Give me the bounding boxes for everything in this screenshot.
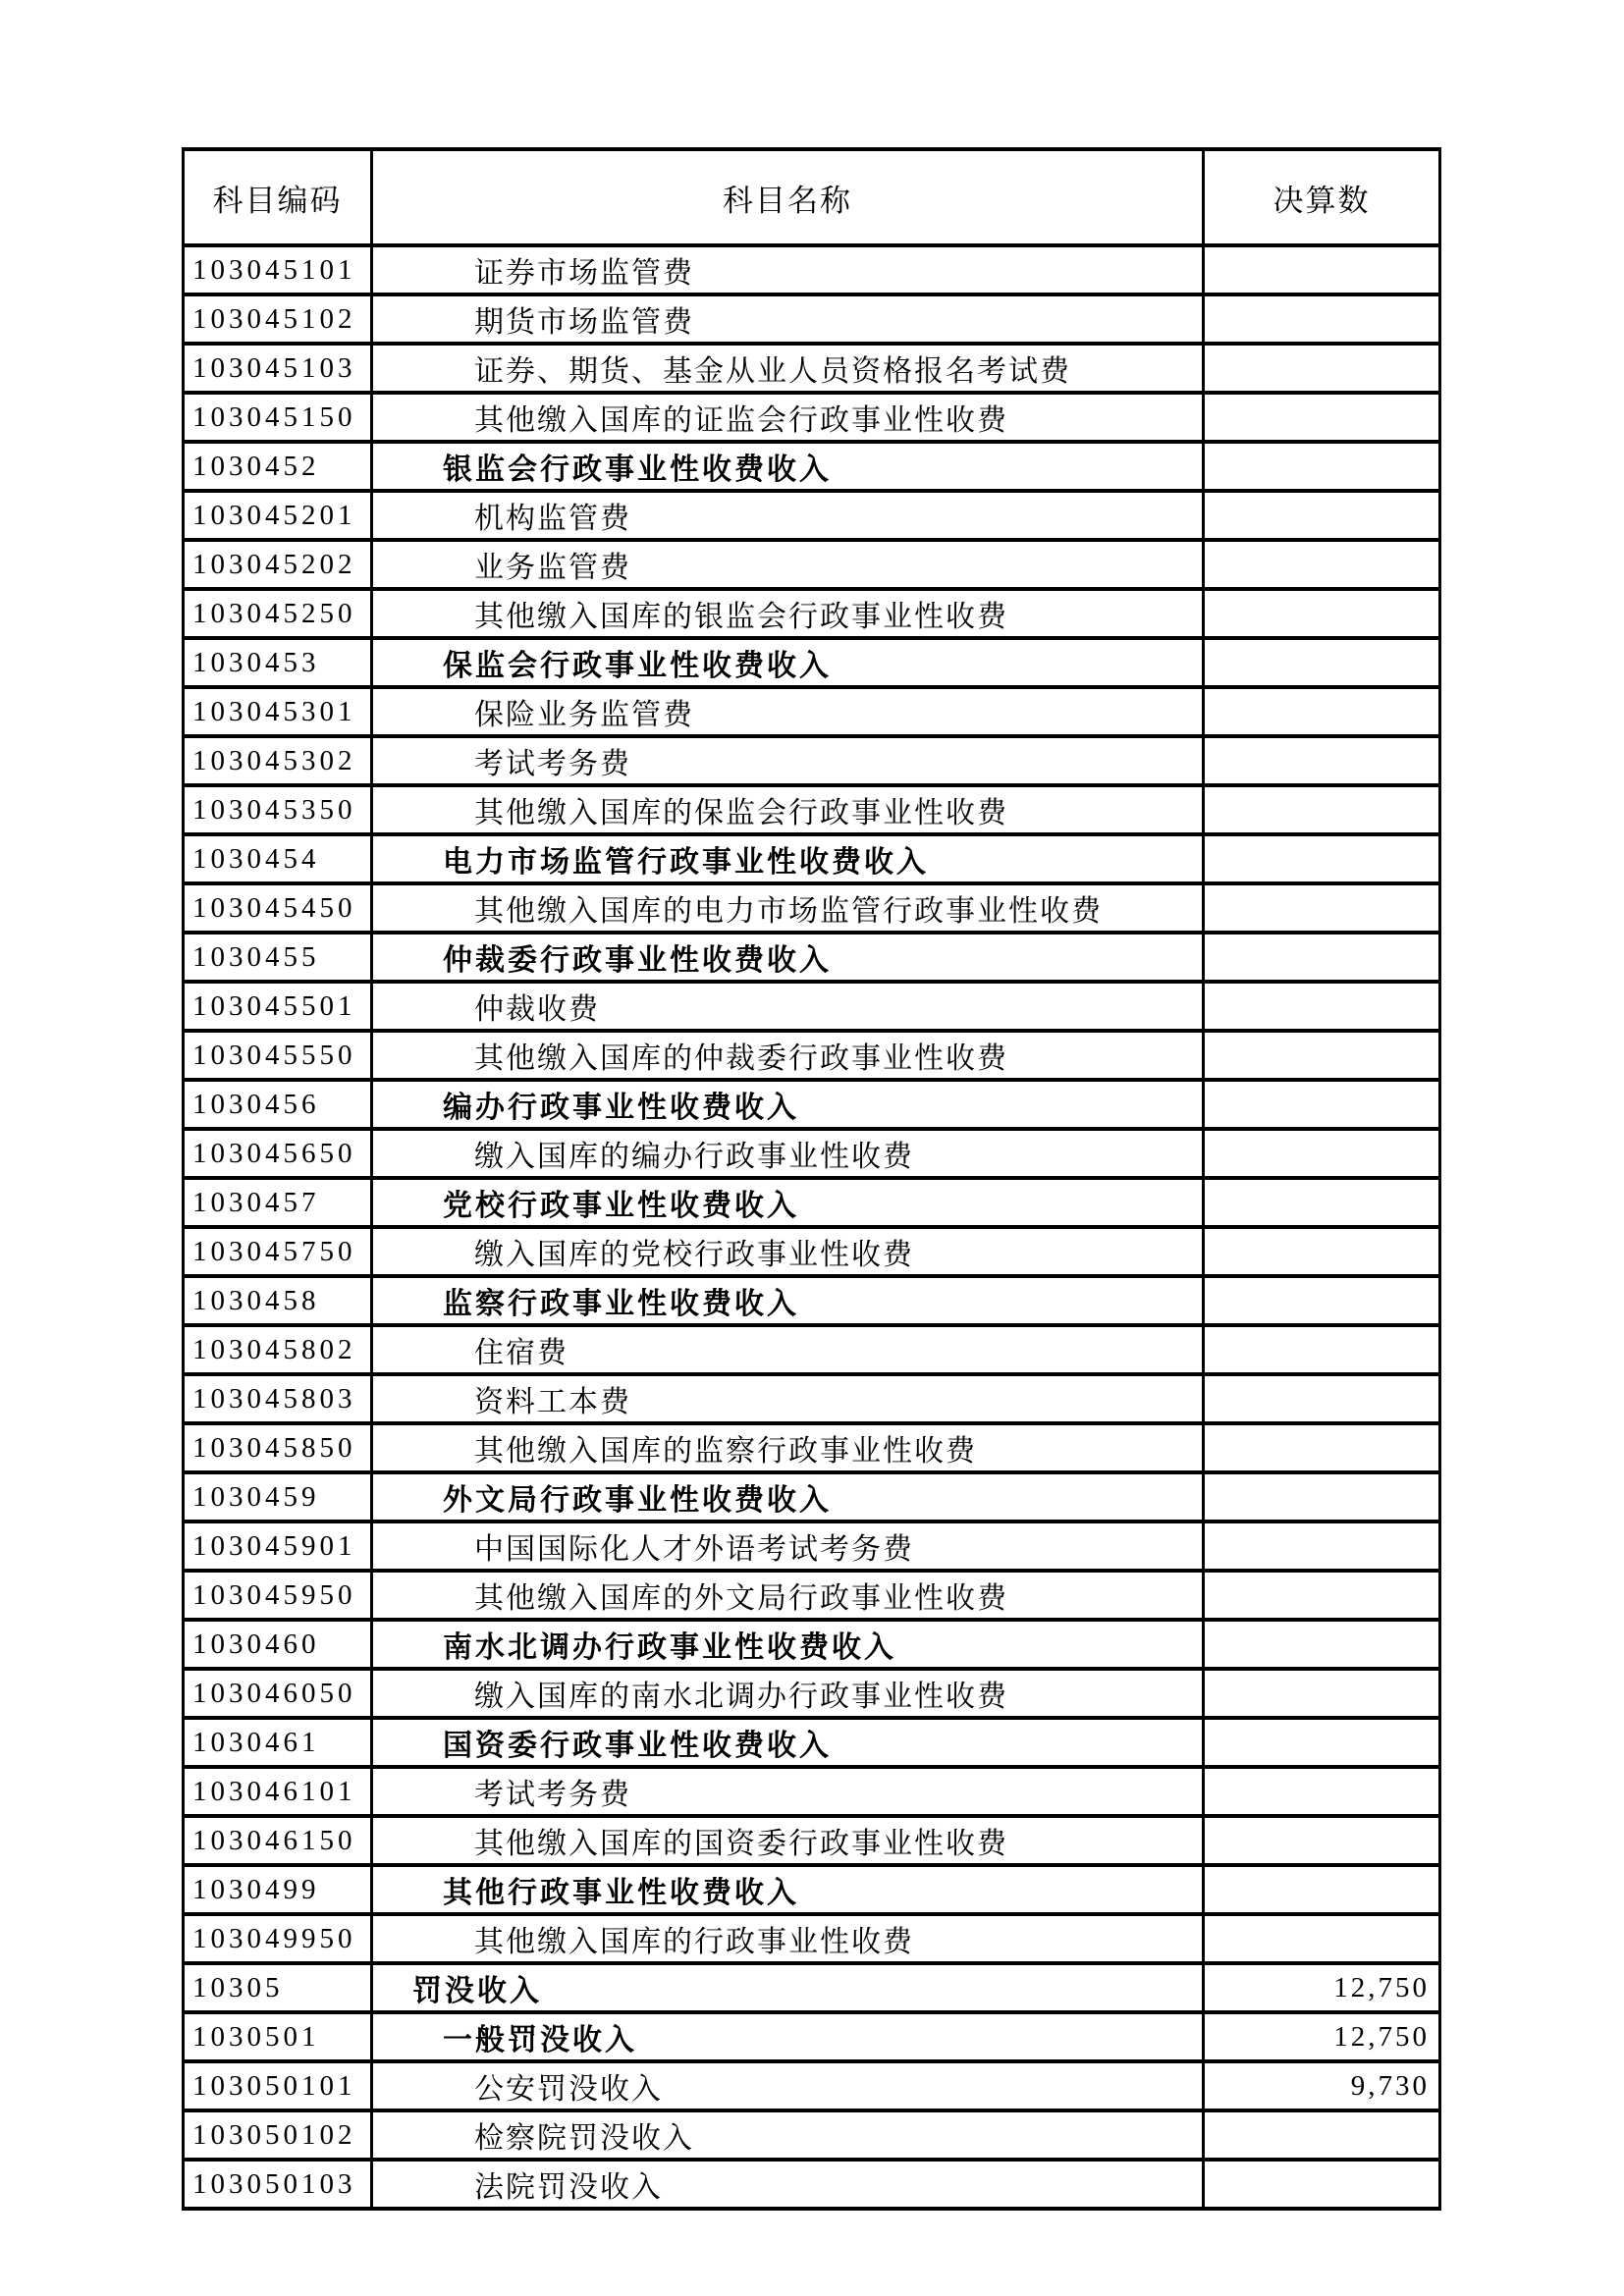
final-amount-cell — [1204, 736, 1440, 785]
subject-code-cell: 103045450 — [184, 883, 372, 933]
subject-code-cell: 103050101 — [184, 2061, 372, 2110]
subject-name-cell: 银监会行政事业性收费收入 — [372, 442, 1204, 491]
final-amount-cell — [1204, 344, 1440, 393]
subject-name-cell: 期货市场监管费 — [372, 294, 1204, 344]
subject-code-cell: 103045201 — [184, 491, 372, 540]
column-header-name: 科目名称 — [372, 149, 1204, 245]
subject-code-cell: 103045301 — [184, 687, 372, 736]
table-row — [184, 785, 1440, 834]
subject-name-cell: 其他缴入国库的保监会行政事业性收费 — [372, 785, 1204, 834]
table-row — [184, 540, 1440, 589]
table-row — [184, 2110, 1440, 2160]
subject-name-cell: 其他缴入国库的监察行政事业性收费 — [372, 1423, 1204, 1472]
table-row — [184, 294, 1440, 344]
final-amount-cell — [1204, 785, 1440, 834]
final-amount-cell — [1204, 1227, 1440, 1276]
table-row — [184, 2012, 1440, 2061]
subject-name-cell: 仲裁收费 — [372, 982, 1204, 1031]
table-row — [184, 1620, 1440, 1669]
table-header — [184, 149, 1440, 245]
final-amount-cell — [1204, 245, 1440, 294]
table-row — [184, 1522, 1440, 1571]
subject-code-cell: 103045501 — [184, 982, 372, 1031]
subject-name-cell: 考试考务费 — [372, 736, 1204, 785]
subject-code-cell: 103045950 — [184, 1571, 372, 1620]
subject-name-cell: 仲裁委行政事业性收费收入 — [372, 933, 1204, 982]
subject-name-cell: 电力市场监管行政事业性收费收入 — [372, 834, 1204, 883]
subject-code-cell: 1030459 — [184, 1472, 372, 1522]
final-amount-cell — [1204, 1571, 1440, 1620]
table-body — [184, 245, 1440, 2209]
final-amount-cell — [1204, 2110, 1440, 2160]
subject-code-cell: 1030460 — [184, 1620, 372, 1669]
subject-name-cell: 检察院罚没收入 — [372, 2110, 1204, 2160]
final-amount-cell — [1204, 1816, 1440, 1865]
final-amount-cell — [1204, 982, 1440, 1031]
subject-code-cell: 103045250 — [184, 589, 372, 638]
table-row — [184, 589, 1440, 638]
final-amount-cell — [1204, 1080, 1440, 1129]
subject-code-cell: 1030453 — [184, 638, 372, 687]
final-amount-cell — [1204, 540, 1440, 589]
subject-name-cell: 考试考务费 — [372, 1767, 1204, 1816]
subject-code-cell: 103045901 — [184, 1522, 372, 1571]
table-row — [184, 1374, 1440, 1423]
final-accounts-table — [182, 147, 1441, 2211]
final-amount-cell — [1204, 1718, 1440, 1767]
final-amount-cell: 12,750 — [1204, 1963, 1440, 2012]
final-amount-cell — [1204, 883, 1440, 933]
final-amount-cell — [1204, 1178, 1440, 1227]
subject-name-cell: 保监会行政事业性收费收入 — [372, 638, 1204, 687]
table-row — [184, 736, 1440, 785]
subject-code-cell: 103045803 — [184, 1374, 372, 1423]
subject-code-cell: 103045202 — [184, 540, 372, 589]
subject-name-cell: 中国国际化人才外语考试考务费 — [372, 1522, 1204, 1571]
table-row — [184, 1129, 1440, 1178]
table-row — [184, 1865, 1440, 1914]
table-row — [184, 1325, 1440, 1374]
subject-code-cell: 1030458 — [184, 1276, 372, 1325]
final-amount-cell — [1204, 1423, 1440, 1472]
table-row — [184, 393, 1440, 442]
table-row — [184, 933, 1440, 982]
table-row — [184, 442, 1440, 491]
final-amount-cell — [1204, 933, 1440, 982]
final-amount-cell — [1204, 1914, 1440, 1963]
final-amount-cell — [1204, 1620, 1440, 1669]
table-row — [184, 2160, 1440, 2209]
subject-name-cell: 证券、期货、基金从业人员资格报名考试费 — [372, 344, 1204, 393]
subject-name-cell: 资料工本费 — [372, 1374, 1204, 1423]
subject-code-cell: 1030461 — [184, 1718, 372, 1767]
table-row — [184, 638, 1440, 687]
subject-code-cell: 103045650 — [184, 1129, 372, 1178]
subject-code-cell: 103045150 — [184, 393, 372, 442]
table-row — [184, 834, 1440, 883]
table-row — [184, 344, 1440, 393]
table-row — [184, 1914, 1440, 1963]
document-page — [182, 147, 1441, 2211]
final-amount-cell — [1204, 2160, 1440, 2209]
subject-name-cell: 缴入国库的南水北调办行政事业性收费 — [372, 1669, 1204, 1718]
subject-name-cell: 其他缴入国库的电力市场监管行政事业性收费 — [372, 883, 1204, 933]
table-row — [184, 1227, 1440, 1276]
subject-name-cell: 外文局行政事业性收费收入 — [372, 1472, 1204, 1522]
subject-code-cell: 103050102 — [184, 2110, 372, 2160]
subject-name-cell: 缴入国库的编办行政事业性收费 — [372, 1129, 1204, 1178]
subject-code-cell: 1030499 — [184, 1865, 372, 1914]
table-row — [184, 1718, 1440, 1767]
final-amount-cell — [1204, 1129, 1440, 1178]
final-amount-cell — [1204, 1472, 1440, 1522]
final-amount-cell — [1204, 491, 1440, 540]
final-amount-cell — [1204, 1325, 1440, 1374]
subject-name-cell: 其他缴入国库的外文局行政事业性收费 — [372, 1571, 1204, 1620]
subject-code-cell: 103045550 — [184, 1031, 372, 1080]
subject-name-cell: 住宿费 — [372, 1325, 1204, 1374]
subject-name-cell: 一般罚没收入 — [372, 2012, 1204, 2061]
table-row — [184, 1963, 1440, 2012]
subject-code-cell: 103045850 — [184, 1423, 372, 1472]
table-row — [184, 491, 1440, 540]
final-amount-cell — [1204, 1276, 1440, 1325]
subject-code-cell: 10305 — [184, 1963, 372, 2012]
column-header-code: 科目编码 — [184, 149, 372, 245]
column-header-value: 决算数 — [1204, 149, 1440, 245]
final-amount-cell: 12,750 — [1204, 2012, 1440, 2061]
table-row — [184, 245, 1440, 294]
final-amount-cell — [1204, 1374, 1440, 1423]
table-row — [184, 883, 1440, 933]
subject-name-cell: 证券市场监管费 — [372, 245, 1204, 294]
subject-code-cell: 103046150 — [184, 1816, 372, 1865]
table-row — [184, 1571, 1440, 1620]
subject-code-cell: 103046050 — [184, 1669, 372, 1718]
subject-name-cell: 党校行政事业性收费收入 — [372, 1178, 1204, 1227]
table-row — [184, 1276, 1440, 1325]
subject-code-cell: 103045350 — [184, 785, 372, 834]
final-amount-cell — [1204, 1522, 1440, 1571]
subject-name-cell: 其他缴入国库的银监会行政事业性收费 — [372, 589, 1204, 638]
subject-code-cell: 103046101 — [184, 1767, 372, 1816]
subject-code-cell: 1030452 — [184, 442, 372, 491]
final-amount-cell — [1204, 1031, 1440, 1080]
subject-name-cell: 其他缴入国库的行政事业性收费 — [372, 1914, 1204, 1963]
subject-name-cell: 缴入国库的党校行政事业性收费 — [372, 1227, 1204, 1276]
table-row — [184, 1472, 1440, 1522]
subject-name-cell: 南水北调办行政事业性收费收入 — [372, 1620, 1204, 1669]
subject-name-cell: 其他缴入国库的国资委行政事业性收费 — [372, 1816, 1204, 1865]
subject-name-cell: 法院罚没收入 — [372, 2160, 1204, 2209]
subject-code-cell: 1030457 — [184, 1178, 372, 1227]
subject-code-cell: 1030501 — [184, 2012, 372, 2061]
final-amount-cell — [1204, 1669, 1440, 1718]
subject-code-cell: 103045802 — [184, 1325, 372, 1374]
subject-code-cell: 103050103 — [184, 2160, 372, 2209]
final-amount-cell — [1204, 687, 1440, 736]
table-row — [184, 1669, 1440, 1718]
subject-name-cell: 监察行政事业性收费收入 — [372, 1276, 1204, 1325]
subject-name-cell: 罚没收入 — [372, 1963, 1204, 2012]
header-row — [184, 149, 1440, 245]
subject-name-cell: 其他缴入国库的证监会行政事业性收费 — [372, 393, 1204, 442]
final-amount-cell — [1204, 1865, 1440, 1914]
table-row — [184, 687, 1440, 736]
table-row — [184, 2061, 1440, 2110]
subject-code-cell: 103045102 — [184, 294, 372, 344]
table-row — [184, 1816, 1440, 1865]
subject-name-cell: 其他行政事业性收费收入 — [372, 1865, 1204, 1914]
subject-name-cell: 公安罚没收入 — [372, 2061, 1204, 2110]
final-amount-cell — [1204, 393, 1440, 442]
subject-code-cell: 103045750 — [184, 1227, 372, 1276]
final-amount-cell — [1204, 589, 1440, 638]
table-row — [184, 1031, 1440, 1080]
table-row — [184, 1080, 1440, 1129]
subject-code-cell: 103049950 — [184, 1914, 372, 1963]
final-amount-cell — [1204, 442, 1440, 491]
subject-name-cell: 编办行政事业性收费收入 — [372, 1080, 1204, 1129]
subject-name-cell: 其他缴入国库的仲裁委行政事业性收费 — [372, 1031, 1204, 1080]
subject-code-cell: 1030455 — [184, 933, 372, 982]
final-amount-cell: 9,730 — [1204, 2061, 1440, 2110]
final-amount-cell — [1204, 834, 1440, 883]
subject-code-cell: 103045101 — [184, 245, 372, 294]
final-amount-cell — [1204, 638, 1440, 687]
table-row — [184, 1423, 1440, 1472]
table-row — [184, 1178, 1440, 1227]
table-row — [184, 982, 1440, 1031]
subject-code-cell: 103045103 — [184, 344, 372, 393]
subject-name-cell: 业务监管费 — [372, 540, 1204, 589]
final-amount-cell — [1204, 1767, 1440, 1816]
subject-code-cell: 1030456 — [184, 1080, 372, 1129]
final-amount-cell — [1204, 294, 1440, 344]
subject-code-cell: 103045302 — [184, 736, 372, 785]
subject-code-cell: 1030454 — [184, 834, 372, 883]
table-row — [184, 1767, 1440, 1816]
subject-name-cell: 保险业务监管费 — [372, 687, 1204, 736]
subject-name-cell: 机构监管费 — [372, 491, 1204, 540]
subject-name-cell: 国资委行政事业性收费收入 — [372, 1718, 1204, 1767]
